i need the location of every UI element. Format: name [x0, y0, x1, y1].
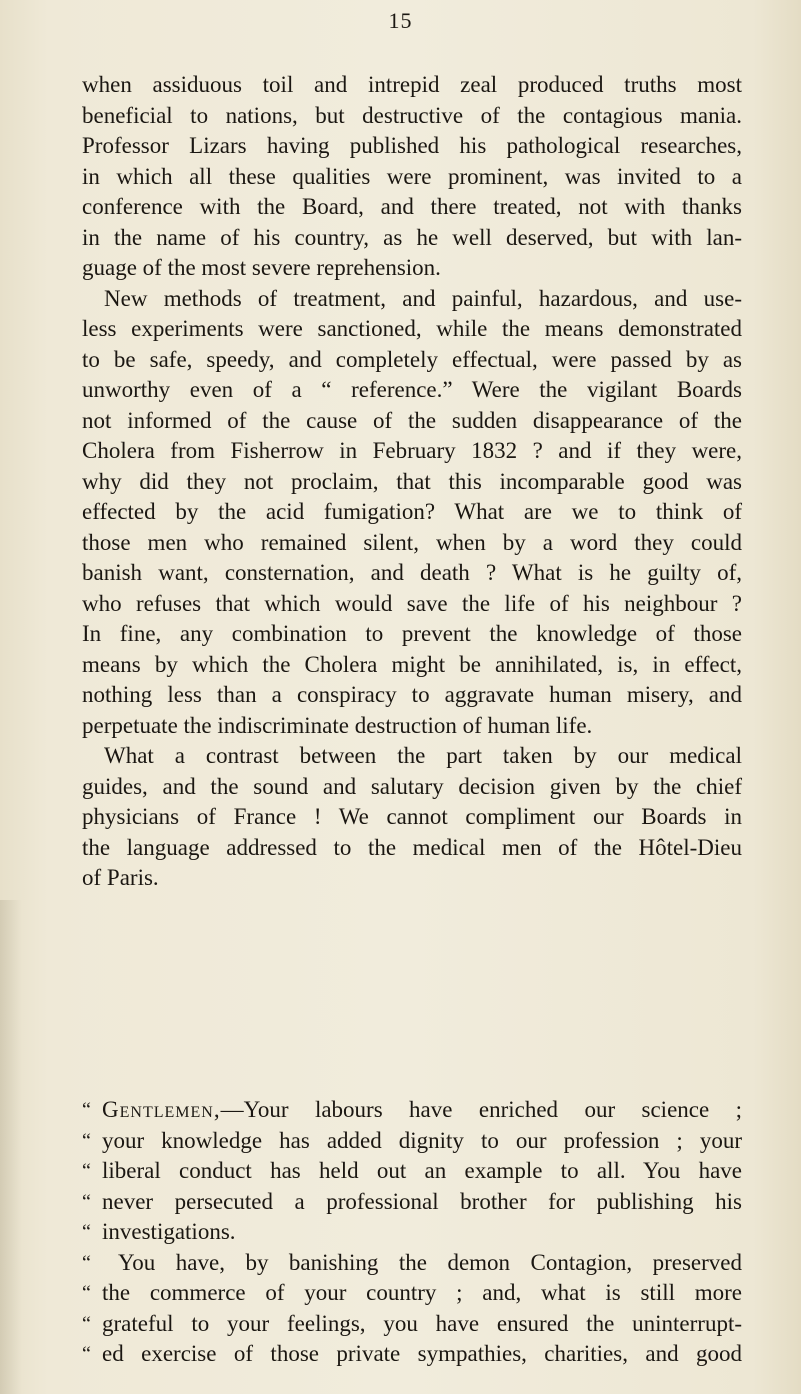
quote-text: never persecuted a professional brother for publishing his — [102, 1188, 742, 1214]
text-line: less experiments were sanctioned, while the means demonstrated — [82, 316, 742, 341]
quote-line — [82, 1248, 742, 1279]
text-line: nothing less than a conspiracy to aggravate human misery, and — [82, 682, 742, 707]
quote-line — [82, 1278, 742, 1309]
text-line: beneficial to nations, but destructive of the contagious mania. — [82, 102, 742, 128]
quote-line — [82, 1126, 742, 1157]
text-line: means by which the Cholera might be annihilated, is, in effect, — [82, 651, 742, 677]
text-line: who refuses that which would save the life of his neighbour ? — [82, 590, 742, 616]
quote-mark: “ — [82, 1190, 91, 1213]
text-line: guides, and the sound and salutary decision given by the chief — [82, 773, 742, 799]
text-line: banish want, consternation, and death ? What is he guilty of, — [82, 560, 742, 585]
quote-mark: “ — [82, 1312, 91, 1335]
quote-line — [82, 1309, 742, 1340]
quote-text — [102, 1095, 742, 1126]
quote-text: your knowledge has added dignity to our profession ; your — [102, 1127, 742, 1153]
text-line: why did they not proclaim, that this incomparable good was — [82, 468, 742, 494]
text-line: perpetuate the indiscriminate destruction of human life. — [82, 712, 593, 738]
quote-line — [82, 1156, 742, 1187]
quote-text: grateful to your feelings, you have ensured the uninterrupt- — [102, 1310, 742, 1336]
text-line: Professor Lizars having published his pathological researches, — [82, 133, 742, 158]
text-line: to be safe, speedy, and completely effectual, were passed by as — [82, 346, 742, 372]
quote-mark: “ — [82, 1343, 91, 1365]
quote-text: You have, by banishing the demon Contagion, preserved — [118, 1249, 742, 1275]
text-line: guage of the most severe reprehension. — [82, 255, 441, 280]
text-line: the language addressed to the medical men of the Hôtel-Dieu — [82, 834, 742, 860]
quote-first-line: —Your labours have enriched our science ; — [220, 1097, 742, 1122]
text-line: conference with the Board, and there treated, not with thanks — [82, 194, 742, 219]
text-line: of Paris. — [82, 865, 159, 890]
text-line: New methods of treatment, and painful, hazardous, and use- — [104, 285, 742, 311]
quote-text: the commerce of your country ; and, what is still more — [102, 1280, 742, 1305]
text-line: those men who remained silent, when by a word they could — [82, 529, 742, 555]
page-edge-shadow — [0, 900, 22, 1394]
text-line: unworthy even of a “ reference.” Were the vigilant Boards — [82, 377, 742, 402]
quote-mark: “ — [82, 1099, 91, 1121]
block-quote — [82, 1095, 742, 1370]
text-line: What a contrast between the part taken by our medical — [104, 743, 742, 768]
page-number: 15 — [388, 8, 413, 33]
quote-line — [82, 1095, 742, 1126]
text-line: physicians of France ! We cannot compliment our Boards in — [82, 804, 742, 829]
text-line: in which all these qualities were prominent, was invited to a — [82, 163, 742, 189]
quote-mark: “ — [82, 1251, 91, 1274]
quote-text: investigations. — [102, 1219, 236, 1244]
quote-mark: “ — [82, 1129, 91, 1152]
quote-mark: “ — [82, 1282, 91, 1304]
body-text — [82, 70, 742, 894]
quote-mark: “ — [82, 1221, 91, 1243]
salutation: Gentlemen, — [102, 1097, 221, 1122]
quote-line — [82, 1217, 742, 1248]
text-line: in the name of his country, as he well deserved, but with lan- — [82, 224, 742, 250]
quote-line — [82, 1339, 742, 1370]
text-line: effected by the acid fumigation? What are we to think of — [82, 499, 742, 524]
quote-mark: “ — [82, 1160, 91, 1182]
text-line: In fine, any combination to prevent the knowledge of those — [82, 621, 742, 646]
quote-text: liberal conduct has held out an example to all. You have — [102, 1158, 742, 1183]
quote-line — [82, 1187, 742, 1218]
text-line: not informed of the cause of the sudden disappearance of the — [82, 407, 742, 433]
text-line: Cholera from Fisherrow in February 1832 ? and if they were, — [82, 438, 742, 463]
text-line: when assiduous toil and intrepid zeal produced truths most — [82, 72, 742, 97]
quote-text: ed exercise of those private sympathies, charities, and good — [102, 1341, 742, 1366]
